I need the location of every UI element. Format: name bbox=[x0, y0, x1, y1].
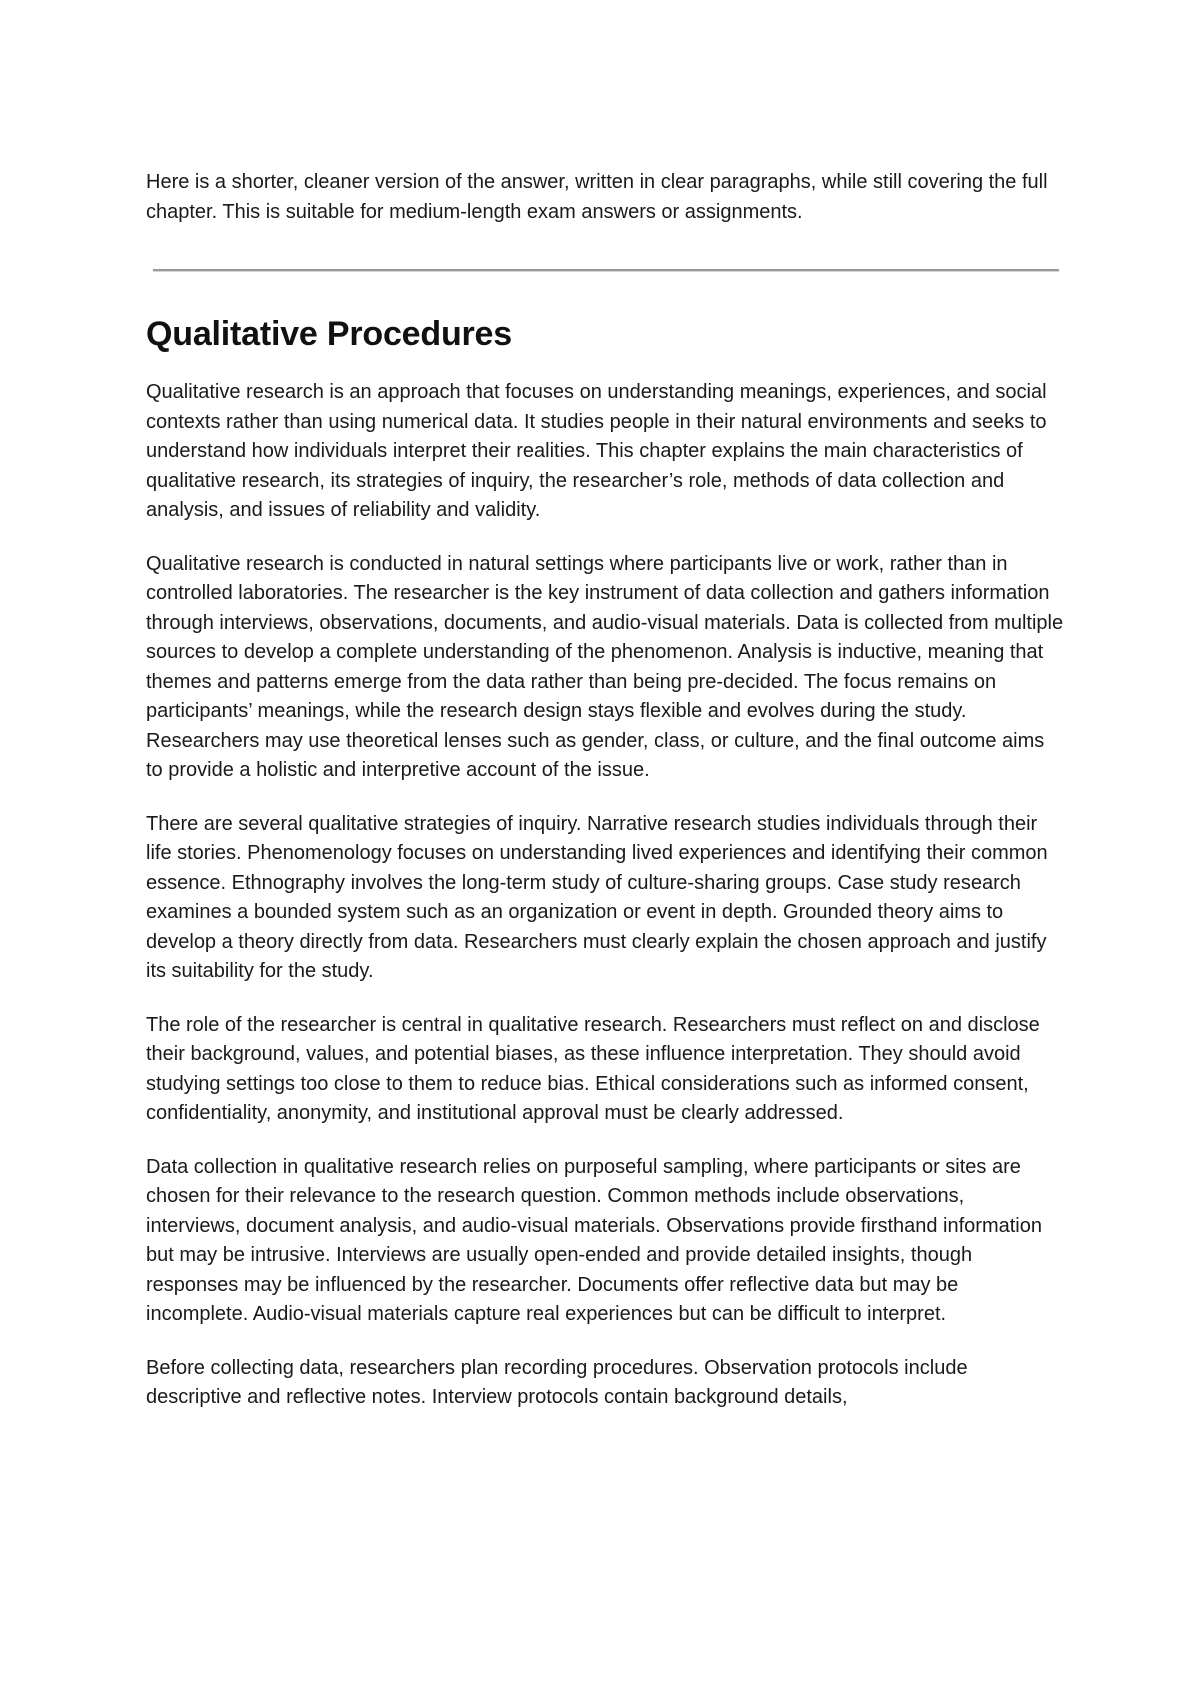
paragraph-2: Qualitative research is conducted in natural settings where participants live or work, rather than in controlled laboratories. The researcher is the key instrument of data collection and gathers information through interviews, observations, documents, and audio-visual materials. Data is collected from multiple sources to develop a complete understanding of the phenomenon. Analysis is inductive, meaning that themes and patterns emerge from the data rather than being pre-decided. The focus remains on participants’ meanings, while the research design stays flexible and evolves during the study. Researchers may use theoretical lenses such as gender, class, or culture, and the final outcome aims to provide a holistic and interpretive account of the issue. bbox=[146, 552, 1064, 781]
paragraph-4: The role of the researcher is central in qualitative research. Researchers must reflect on and disclose their background, values, and potential biases, as these influence interpretation. They should avoid studying settings too close to them to reduce bias. Ethical considerations such as informed consent, confidentiality, anonymity, and institutional approval must be clearly addressed. bbox=[146, 1013, 1040, 1124]
paragraph-5: Data collection in qualitative research relies on purposeful sampling, where participants or sites are chosen for their relevance to the research question. Common methods include observations, interviews, document analysis, and audio-visual materials. Observations provide firsthand information but may be intrusive. Interviews are usually open-ended and provide detailed insights, though responses may be influenced by the researcher. Documents offer reflective data but may be incomplete. Audio-visual materials capture real experiences but can be difficult to interpret. bbox=[146, 1155, 1042, 1325]
paragraph-6: Before collecting data, researchers plan recording procedures. Observation protocols include descriptive and reflective notes. Interview protocols contain background details, bbox=[146, 1356, 968, 1408]
horizontal-divider bbox=[153, 269, 1059, 272]
paragraph-1: Qualitative research is an approach that focuses on understanding meanings, experiences, and social contexts rather than using numerical data. It studies people in their natural environments and seeks to understand how individuals interpret their realities. This chapter explains the main characteristics of qualitative research, its strategies of inquiry, the researcher’s role, methods of data collection and analysis, and issues of reliability and validity. bbox=[146, 381, 1047, 521]
document-body bbox=[146, 378, 1064, 1413]
paragraph-3: There are several qualitative strategies of inquiry. Narrative research studies individuals through their life stories. Phenomenology focuses on understanding lived experiences and identifying their common essence. Ethnography involves the long-term study of culture-sharing groups. Case study research examines a bounded system such as an organization or event in depth. Grounded theory aims to develop a theory directly from data. Researchers must clearly explain the chosen approach and justify its suitability for the study. bbox=[146, 812, 1048, 982]
intro-text: Here is a shorter, cleaner version of the answer, written in clear paragraphs, while still covering the full chapter. This is suitable for medium-length exam answers or assignments. bbox=[146, 171, 1048, 223]
page-title: Qualitative Procedures bbox=[146, 315, 512, 353]
document-page bbox=[146, 168, 1064, 1437]
